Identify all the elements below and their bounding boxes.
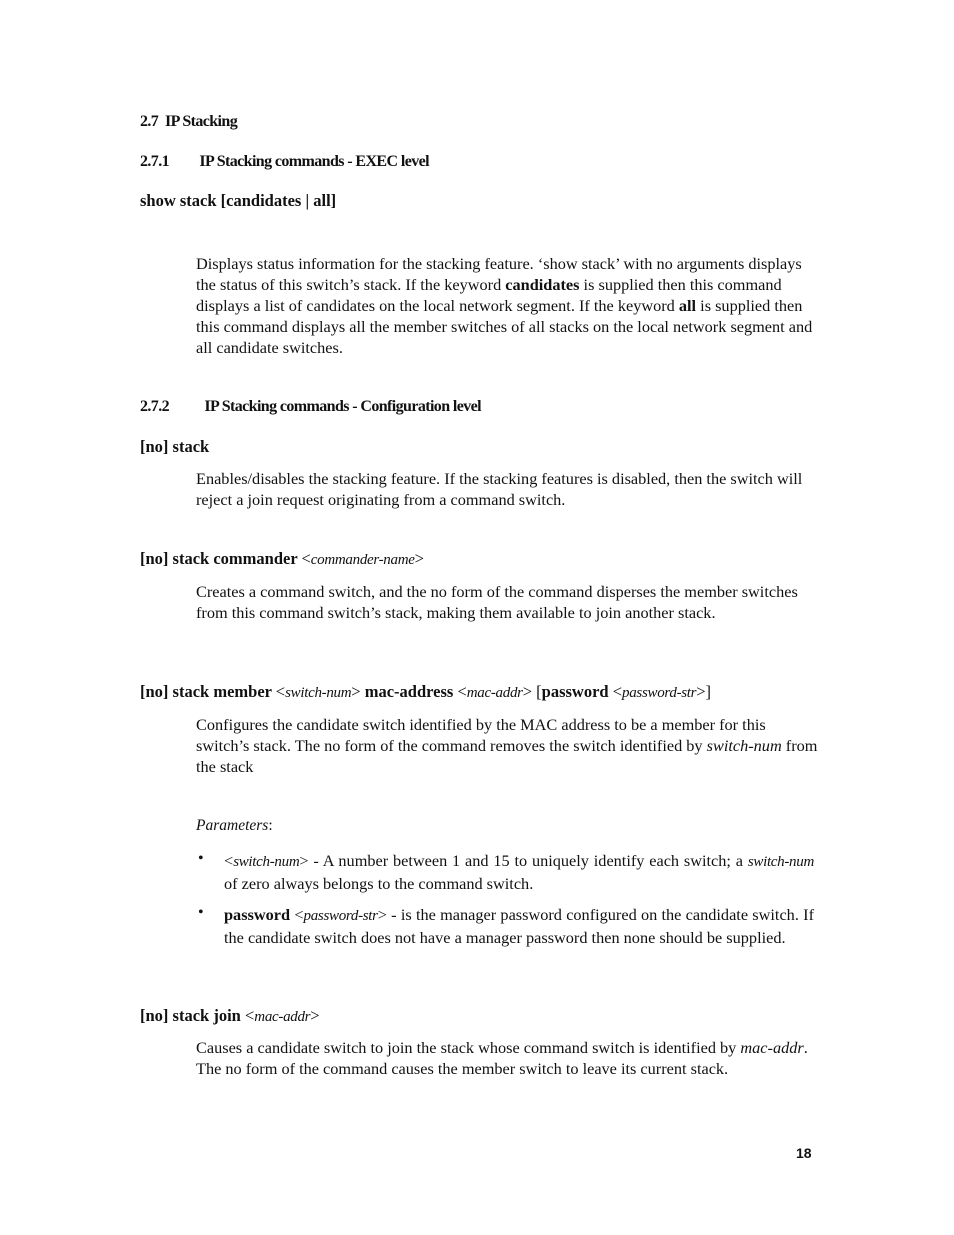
command-show-stack: show stack [candidates | all] — [140, 191, 337, 210]
page-number: 18 — [796, 1145, 812, 1161]
section-number: 2.7 — [140, 113, 159, 130]
command-stack-join: [no] stack join <mac-addr> — [140, 1006, 320, 1025]
keyword-candidates: candidates — [505, 275, 580, 294]
subsection-title: IP Stacking commands - Configuration level — [204, 398, 481, 415]
join-description: Causes a candidate switch to join the stack whose command switch is identified by mac-addr. The no form of the command causes the member switch to leave its current stack. — [196, 1038, 808, 1078]
subsection-title: IP Stacking commands - EXEC level — [199, 153, 429, 170]
section-heading — [140, 113, 237, 131]
section-title: IP Stacking — [165, 113, 238, 130]
commander-description: Creates a command switch, and the no form of the command disperses the member switches from this command switch’s stack, making them available to join another stack. — [196, 582, 798, 622]
command-no-stack: [no] stack — [140, 437, 210, 456]
bullet-icon: • — [198, 904, 204, 921]
keyword-all: all — [678, 296, 697, 315]
parameters-label: Parameters: — [196, 817, 273, 834]
parameter-switch-num: <switch-num> - A number between 1 and 15 to uniquely identify each switch; a switch-num of zero always belongs to the command switch. — [224, 851, 814, 893]
member-description: Configures the candidate switch identified by the MAC address to be a member for this switch’s stack. The no form of the command removes the switch identified by switch-num from the stack — [196, 715, 818, 776]
command-stack-commander: [no] stack commander <commander-name> — [140, 549, 424, 568]
subsection-heading-exec — [140, 153, 429, 171]
bullet-icon: • — [198, 850, 204, 867]
command-stack-member: [no] stack member <switch-num> mac-address <mac-addr> [password <password-str>] — [140, 682, 712, 701]
subsection-number: 2.7.1 — [140, 153, 170, 170]
subsection-heading-config — [140, 398, 481, 416]
show-stack-description: Displays status information for the stacking feature. ‘show stack’ with no arguments displays the status of this switch’s stack. If the keyword candidates is supplied then this command displays a list of candidates on the local network segment. If the keyword all is supplied then this command displays all the member switches of all stacks on the local network segment and all candidate switches. — [196, 254, 813, 357]
stack-description: Enables/disables the stacking feature. If the stacking features is disabled, then the switch will reject a join request originating from a command switch. — [196, 469, 803, 509]
subsection-number: 2.7.2 — [140, 398, 170, 415]
parameter-password: password <password-str> - is the manager password configured on the candidate switch. If the candidate switch does not have a manager password then none should be supplied. — [224, 905, 814, 947]
